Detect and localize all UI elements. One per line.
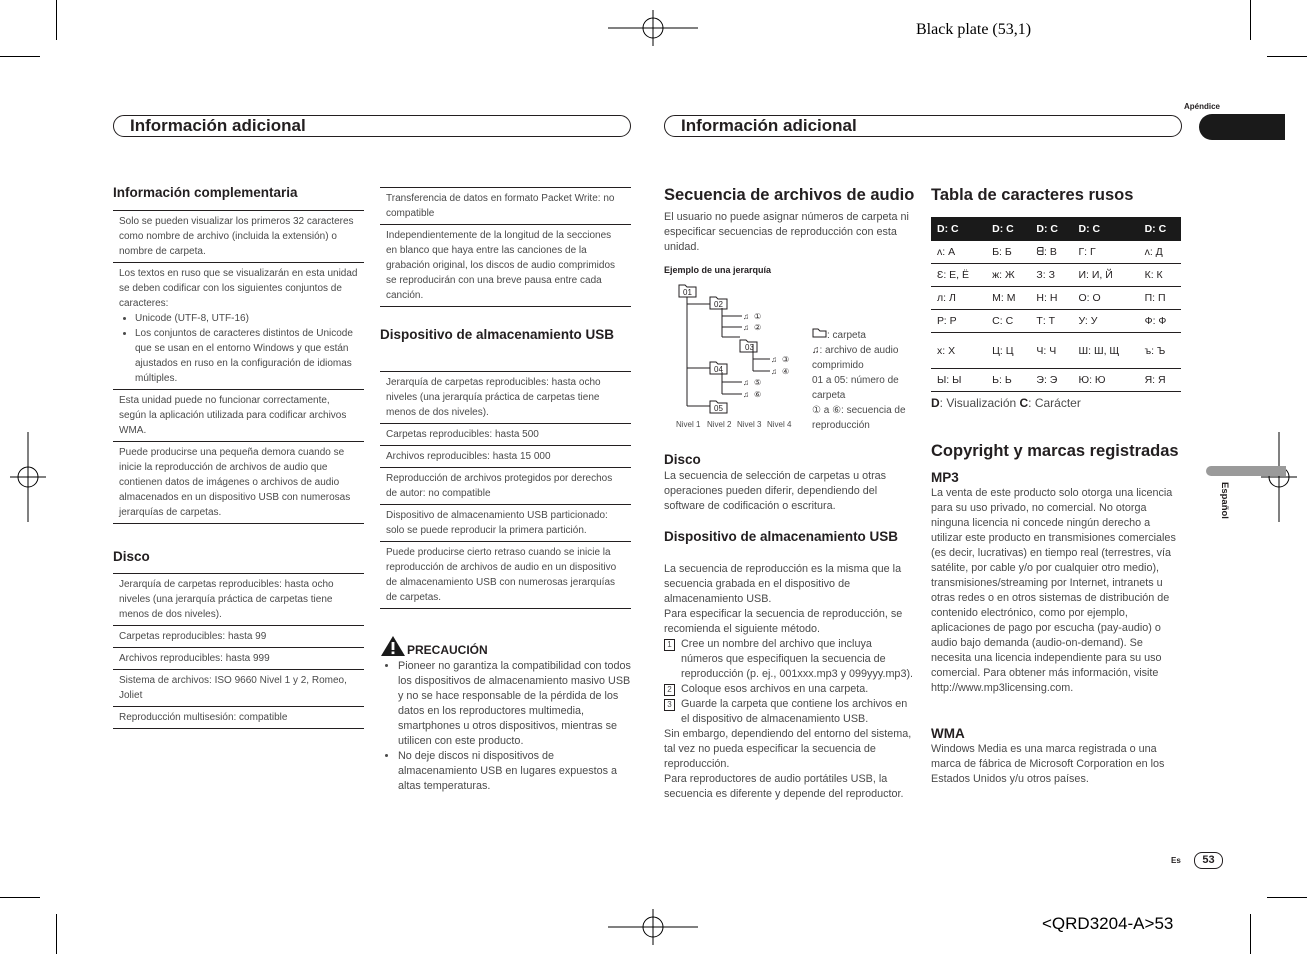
language-tab bbox=[1206, 466, 1286, 476]
crop-mark bbox=[0, 56, 40, 57]
spec-row: Independientemente de la longitud de la secciones en blanco que haya entre las canciones de la grabación original, los discos de audio comprimidos se reproducirán con una breve pausa entre cada canción. bbox=[386, 230, 616, 301]
list-item bbox=[664, 682, 915, 697]
legend-item bbox=[812, 328, 917, 343]
spec-row: Puede producirse cierto retraso cuando se inicie la reproducción de archivos de audio en un dispositivo de almacenamiento USB con numerosas jerarquías de carpetas. bbox=[386, 547, 617, 603]
spec-row bbox=[113, 263, 364, 390]
table-cell: Ц: Ц bbox=[986, 333, 1030, 369]
appendix-tab bbox=[1199, 114, 1285, 140]
step-text: Cree un nombre del archivo que incluya números que especifiquen la secuencia de reproducción (p. ej., 001xxx.mp3 y 099yyy.mp3). bbox=[681, 638, 914, 680]
level-label: Nivel 4 bbox=[767, 420, 792, 429]
legend-item bbox=[812, 343, 917, 373]
table-row bbox=[931, 369, 1181, 392]
spec-row: Reproducción de archivos protegidos por derechos de autor: no compatible bbox=[380, 468, 631, 505]
heading-disc-seq: Disco bbox=[664, 452, 701, 467]
paragraph: La secuencia de reproducción es la misma que la secuencia grabada en el dispositivo de almacenamiento USB. bbox=[664, 563, 902, 605]
example-label: Ejemplo de una jerarquía bbox=[664, 265, 772, 275]
music-note-icon: ♫ bbox=[812, 345, 820, 356]
spec-row: Archivos reproducibles: hasta 15 000 bbox=[380, 446, 631, 468]
caution-list bbox=[380, 659, 632, 794]
spec-row: Archivos reproducibles: hasta 999 bbox=[113, 648, 364, 670]
folder-number: 04 bbox=[714, 365, 723, 374]
column-header: D: C bbox=[1030, 217, 1072, 241]
list-item bbox=[664, 637, 915, 682]
spec-row: Reproducción multisesión: compatible bbox=[119, 712, 288, 723]
legend-item: 01 a 05: número de carpeta bbox=[812, 375, 899, 401]
track-number: ⑥ bbox=[754, 390, 762, 399]
section-header-left bbox=[113, 115, 631, 137]
registration-mark-icon bbox=[608, 909, 698, 945]
music-note-icon: ♫ bbox=[743, 312, 749, 321]
legend-text: : Visualización bbox=[939, 396, 1020, 410]
heading-disc: Disco bbox=[113, 549, 150, 564]
folder-number: 01 bbox=[683, 288, 692, 297]
caution-title: PRECAUCIÓN bbox=[407, 643, 488, 657]
table-cell: Н: Н bbox=[1030, 287, 1072, 310]
music-note-icon: ♫ bbox=[771, 355, 777, 364]
language-label: Español bbox=[1219, 482, 1230, 519]
table-cell: ʌ: А bbox=[931, 241, 986, 264]
music-note-icon: ♫ bbox=[743, 378, 749, 387]
legend-key: D bbox=[931, 396, 940, 410]
folder-number: 03 bbox=[745, 343, 754, 352]
table-cell: ъ: Ъ bbox=[1139, 333, 1181, 369]
music-note-icon: ♫ bbox=[743, 323, 749, 332]
page-language: Es bbox=[1171, 856, 1181, 865]
level-label: Nivel 3 bbox=[737, 420, 762, 429]
table-cell: П: П bbox=[1139, 287, 1181, 310]
section-title: Información adicional bbox=[130, 116, 306, 135]
folder-number: 02 bbox=[714, 300, 723, 309]
step-text: Guarde la carpeta que contiene los archivos en el dispositivo de almacenamiento USB. bbox=[681, 698, 908, 725]
table-cell: Я: Я bbox=[1139, 369, 1181, 392]
table-cell: К: К bbox=[1139, 264, 1181, 287]
legend-text: : Carácter bbox=[1028, 396, 1081, 410]
track-number: ③ bbox=[782, 355, 790, 364]
paragraph: La venta de este producto solo otorga una licencia para su uso privado, no comercial. No otorga ninguna licencia ni concede ningún derecho a utilizar este producto en transmisiones comerciales (es decir, lucrativas) en tiempo real (terrestres, vía satélite, por cable y/o por cualquier otro medio), transmisiones/streaming por Internet, intranets u otras redes o en otros sistemas de distribución de contenido electrónico, como por ejemplo, aplicaciones de pago por escucha (pay-audio) o audio bajo demanda (audio-on-demand). Se necesita una licencia independiente para su uso comercial. Para obtener más información, visite bbox=[931, 487, 1176, 679]
page-number: 53 bbox=[1194, 852, 1223, 869]
steps-list bbox=[664, 637, 915, 727]
plate-label: Black plate (53,1) bbox=[916, 21, 1032, 38]
table-cell: Ш: Ш, Щ bbox=[1072, 333, 1138, 369]
table-cell: Ю: Ю bbox=[1072, 369, 1138, 392]
table-row bbox=[931, 264, 1181, 287]
spec-row: Carpetas reproducibles: hasta 99 bbox=[113, 626, 364, 648]
warning-icon bbox=[380, 635, 406, 657]
spec-row: Transferencia de datos en formato Packet Write: no compatible bbox=[380, 188, 631, 225]
registration-mark-icon bbox=[10, 432, 46, 522]
step-number: 2 bbox=[664, 684, 675, 696]
url-text: http://www.mp3licensing.com. bbox=[931, 682, 1074, 694]
usb-seq-text bbox=[664, 562, 915, 802]
track-number: ② bbox=[754, 323, 762, 332]
language-label-box bbox=[1218, 482, 1232, 542]
column-header: D: C bbox=[1072, 217, 1138, 241]
table-cell: Э: Э bbox=[1030, 369, 1072, 392]
usb-box bbox=[380, 371, 631, 609]
table-cell: ж: Ж bbox=[986, 264, 1030, 287]
heading-complementary: Información complementaria bbox=[113, 185, 298, 200]
table-cell: Ь: Ь bbox=[986, 369, 1030, 392]
wma-text: Windows Media es una marca registrada o una marca de fábrica de Microsoft Corporation en los Estados Unidos y/u otros países. bbox=[931, 743, 1165, 785]
spec-row: Solo se pueden visualizar los primeros 32 caracteres como nombre de archivo (incluida la extensión) o nombre de carpeta. bbox=[113, 211, 364, 263]
spec-text: Los textos en ruso que se visualizarán en esta unidad se deben codificar con los siguientes conjuntos de caracteres: bbox=[119, 268, 358, 309]
legend-text: : archivo de audio comprimido bbox=[812, 345, 899, 371]
folder-icon bbox=[812, 328, 827, 338]
hierarchy-diagram bbox=[670, 280, 805, 430]
level-label: Nivel 1 bbox=[676, 420, 701, 429]
russian-char-table bbox=[931, 217, 1181, 392]
disc-box bbox=[113, 573, 364, 729]
table-cell: ʌ: Д bbox=[1139, 241, 1181, 264]
diagram-legend bbox=[812, 328, 917, 433]
table-cell: Т: Т bbox=[1030, 310, 1072, 333]
russian-table-wrap bbox=[931, 217, 1181, 392]
registration-mark-icon bbox=[1261, 432, 1297, 522]
level-label: Nivel 2 bbox=[707, 420, 732, 429]
heading-usb-seq: Dispositivo de almacenamiento USB bbox=[664, 529, 899, 544]
table-cell: О: О bbox=[1072, 287, 1138, 310]
spec-row: Sistema de archivos: ISO 9660 Nivel 1 y 2, Romeo, Joliet bbox=[113, 670, 364, 707]
legend-item: ① a ⑥: secuencia de reproducción bbox=[812, 405, 906, 431]
table-cell: Р: Р bbox=[931, 310, 986, 333]
legend-text: : carpeta bbox=[827, 330, 866, 341]
list-item: • Unicode (UTF-8, UTF-16) bbox=[135, 311, 358, 326]
table-cell: л: Л bbox=[931, 287, 986, 310]
heading-copyright: Copyright y marcas registradas bbox=[931, 442, 1179, 460]
heading-sequence: Secuencia de archivos de audio bbox=[664, 186, 915, 204]
charset-list bbox=[119, 311, 358, 386]
document-code: <QRD3204-A>53 bbox=[1042, 914, 1174, 933]
table-cell: И: И, Й bbox=[1072, 264, 1138, 287]
table-cell: Г: Г bbox=[1072, 241, 1138, 264]
spec-row: Jerarquía de carpetas reproducibles: hasta ocho niveles (una jerarquía práctica de carpetas tiene menos de dos niveles). bbox=[113, 574, 364, 626]
spec-row: Puede producirse una pequeña demora cuando se inicie la reproducción de archivos de audio que contienen datos de imágenes o archivos de audio almacenados en un dispositivo USB con numerosas jerarquías de carpetas. bbox=[119, 447, 351, 518]
section-header-right bbox=[664, 115, 1182, 137]
table-row bbox=[931, 287, 1181, 310]
paragraph: Para especificar la secuencia de reproducción, se recomienda el siguiente método. bbox=[664, 608, 903, 635]
heading-mp3: MP3 bbox=[931, 470, 959, 485]
sequence-intro: El usuario no puede asignar números de carpeta ni especificar secuencias de reproducción con esta unidad. bbox=[664, 211, 909, 253]
table-cell: З: З bbox=[1030, 264, 1072, 287]
table-cell: Ɛ: Е, Ё bbox=[931, 264, 986, 287]
crop-mark bbox=[1267, 56, 1307, 57]
list-item: • Los conjuntos de caracteres distintos de Unicode que se usan en el entorno Windows y que están ajustados en ruso en la configuración de idiomas múltiples. bbox=[135, 326, 358, 386]
spec-row: Dispositivo de almacenamiento USB particionado: solo se puede reproducir la primera partición. bbox=[380, 505, 631, 542]
mp3-text bbox=[931, 486, 1183, 696]
disc-box-continued bbox=[380, 187, 631, 307]
table-cell: Ы: Ы bbox=[931, 369, 986, 392]
folder-number: 05 bbox=[714, 404, 723, 413]
table-cell: Ƃ: Б bbox=[986, 241, 1030, 264]
crop-mark bbox=[1250, 0, 1251, 40]
caution-text bbox=[380, 659, 632, 794]
music-note-icon: ♫ bbox=[743, 390, 749, 399]
step-number: 1 bbox=[664, 639, 675, 651]
track-number: ① bbox=[754, 312, 762, 321]
list-item: • Pioneer no garantiza la compatibilidad con todos los dispositivos de almacenamiento masivo USB y no se hace responsable de la pérdida de los datos en los reproductores multimedia, smartphones u otros dispositivos, mientras se utilicen con este producto. bbox=[398, 659, 632, 749]
table-cell: У: У bbox=[1072, 310, 1138, 333]
table-cell: М: М bbox=[986, 287, 1030, 310]
heading-usb: Dispositivo de almacenamiento USB bbox=[380, 327, 615, 342]
table-row bbox=[931, 310, 1181, 333]
crop-mark bbox=[0, 897, 40, 898]
table-cell: х: Х bbox=[931, 333, 986, 369]
track-number: ④ bbox=[782, 367, 790, 376]
disc-seq-text: La secuencia de selección de carpetas u otras operaciones pueden diferir, dependiendo del software de codificación o escritura. bbox=[664, 470, 887, 512]
heading-wma: WMA bbox=[931, 726, 965, 741]
crop-mark bbox=[56, 0, 57, 40]
column-header: D: C bbox=[1139, 217, 1181, 241]
table-cell: С: С bbox=[986, 310, 1030, 333]
legend-key: C bbox=[1019, 396, 1029, 410]
table-cell: Ф: Ф bbox=[1139, 310, 1181, 333]
list-item: • No deje discos ni dispositivos de almacenamiento USB en lugares expuestos a altas temperaturas. bbox=[398, 749, 632, 794]
heading-russian-table: Tabla de caracteres rusos bbox=[931, 186, 1134, 204]
spec-row: Carpetas reproducibles: hasta 500 bbox=[380, 424, 631, 446]
crop-mark bbox=[56, 914, 57, 954]
column-header: D: C bbox=[986, 217, 1030, 241]
paragraph: Sin embargo, dependiendo del entorno del sistema, tal vez no pueda especificar la secuencia de reproducción. bbox=[664, 728, 912, 770]
crop-mark bbox=[1267, 897, 1307, 898]
step-text: Coloque esos archivos en una carpeta. bbox=[681, 683, 869, 695]
column-header: D: C bbox=[931, 217, 986, 241]
music-note-icon: ♫ bbox=[771, 367, 777, 376]
table-cell: ᗺ: В bbox=[1030, 241, 1072, 264]
step-number: 3 bbox=[664, 699, 675, 711]
spec-row: Esta unidad puede no funcionar correctamente, según la aplicación utilizada para codificar archivos WMA. bbox=[113, 390, 364, 442]
spec-row: Jerarquía de carpetas reproducibles: hasta ocho niveles (una jerarquía práctica de carpetas tiene menos de dos niveles). bbox=[380, 372, 631, 424]
crop-mark bbox=[1250, 914, 1251, 954]
appendix-label: Apéndice bbox=[1184, 102, 1221, 111]
registration-mark-icon bbox=[608, 10, 698, 46]
section-title: Información adicional bbox=[681, 116, 857, 135]
list-item bbox=[664, 697, 915, 727]
table-row bbox=[931, 241, 1181, 264]
complementary-box bbox=[113, 210, 364, 524]
table-row bbox=[931, 333, 1181, 369]
track-number: ⑤ bbox=[754, 378, 762, 387]
table-cell: Ч: Ч bbox=[1030, 333, 1072, 369]
paragraph: Para reproductores de audio portátiles USB, la secuencia es diferente y depende del reproductor. bbox=[664, 773, 904, 800]
table-legend bbox=[931, 396, 1081, 410]
table-header-row bbox=[931, 217, 1181, 241]
